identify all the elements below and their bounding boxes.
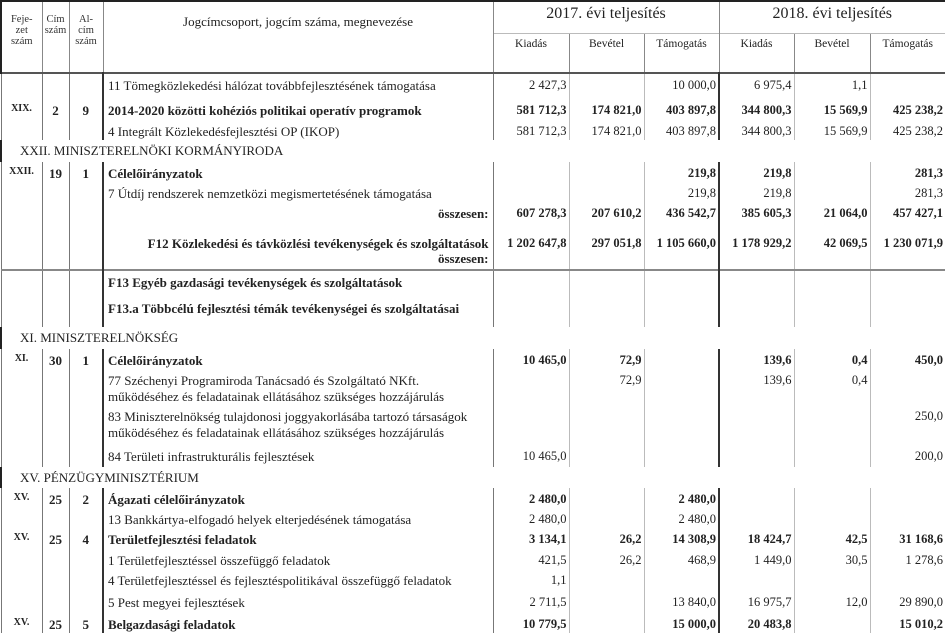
value-cell xyxy=(870,369,945,405)
row-label xyxy=(103,591,493,613)
value-cell: 10 465,0 xyxy=(493,445,569,467)
table-row xyxy=(1,508,945,528)
cim-cell xyxy=(42,232,69,270)
value-cell: 21 064,0 xyxy=(794,202,870,232)
fejezet-cell xyxy=(1,270,42,297)
header-col-bevetel-2018: Bevétel xyxy=(794,34,870,74)
alcim-cell: 2 xyxy=(69,488,103,508)
value-cell xyxy=(493,405,569,445)
cim-cell: 2 xyxy=(42,99,69,120)
table-row xyxy=(1,162,945,182)
cim-cell xyxy=(42,508,69,528)
value-cell: 15 010,2 xyxy=(870,613,945,633)
value-cell xyxy=(569,270,644,297)
alcim-cell xyxy=(69,369,103,405)
value-cell xyxy=(870,569,945,591)
value-cell: 344 800,3 xyxy=(719,120,794,140)
row-label xyxy=(103,488,493,508)
table-row xyxy=(1,613,945,633)
value-cell xyxy=(719,405,794,445)
value-cell: 1 278,6 xyxy=(870,549,945,569)
value-cell xyxy=(644,270,719,297)
value-cell: 10 465,0 xyxy=(493,349,569,369)
table-row xyxy=(1,528,945,549)
value-cell xyxy=(493,297,569,327)
value-cell: 403 897,8 xyxy=(644,99,719,120)
header-fejezet: Feje- zet szám xyxy=(1,1,42,73)
value-cell xyxy=(569,591,644,613)
alcim-cell xyxy=(69,297,103,327)
value-cell xyxy=(569,613,644,633)
fejezet-cell: XV. xyxy=(1,528,42,549)
fejezet-cell: XI. xyxy=(1,349,42,369)
cim-cell: 25 xyxy=(42,613,69,633)
value-cell: 1,1 xyxy=(794,73,870,99)
value-cell: 1 178 929,2 xyxy=(719,232,794,270)
value-cell: 13 840,0 xyxy=(644,591,719,613)
row-label-text: Célelőirányzatok xyxy=(108,353,203,368)
total-label: F12 Közlekedési és távközlési tevékenységek és szolgáltatások xyxy=(147,236,489,251)
fejezet-cell: XV. xyxy=(1,488,42,508)
value-cell xyxy=(794,445,870,467)
table-row xyxy=(1,73,945,99)
cim-cell xyxy=(42,270,69,297)
row-label xyxy=(103,182,493,202)
value-cell xyxy=(719,488,794,508)
cim-cell: 30 xyxy=(42,349,69,369)
total-row xyxy=(1,202,945,232)
cim-cell xyxy=(42,182,69,202)
value-cell: 1 230 071,9 xyxy=(870,232,945,270)
fejezet-cell xyxy=(1,405,42,445)
row-label-text: 83 Miniszterelnökség tulajdonosi joggyakorlásába tartozó társaságok xyxy=(108,409,468,424)
alcim-cell xyxy=(69,182,103,202)
value-cell: 6 975,4 xyxy=(719,73,794,99)
value-cell: 31 168,6 xyxy=(870,528,945,549)
row-label-text: Belgazdasági feladatok xyxy=(108,617,236,632)
row-label xyxy=(103,120,493,140)
alcim-cell xyxy=(69,270,103,297)
row-label-text: 11 Tömegközlekedési hálózat továbbfejlesztésének támogatása xyxy=(108,78,436,93)
value-cell xyxy=(644,569,719,591)
cim-cell xyxy=(42,73,69,99)
value-cell: 468,9 xyxy=(644,549,719,569)
cim-cell xyxy=(42,405,69,445)
table-row xyxy=(1,120,945,140)
table-row xyxy=(1,369,945,405)
row-label-text-cont: működéséhez és feladatainak ellátásához szükséges hozzájárulás xyxy=(108,425,445,440)
value-cell: 15 000,0 xyxy=(644,613,719,633)
header-col-tamogatas-2018: Támogatás xyxy=(870,34,945,74)
value-cell: 457 427,1 xyxy=(870,202,945,232)
fejezet-cell xyxy=(1,73,42,99)
value-cell: 385 605,3 xyxy=(719,202,794,232)
table-row xyxy=(1,270,945,297)
row-label xyxy=(103,369,493,405)
value-cell xyxy=(719,445,794,467)
table-row xyxy=(1,349,945,369)
value-cell xyxy=(569,508,644,528)
value-cell xyxy=(794,162,870,182)
value-cell xyxy=(794,613,870,633)
row-label xyxy=(103,297,493,327)
value-cell xyxy=(569,162,644,182)
fejezet-cell: XV. xyxy=(1,613,42,633)
value-cell xyxy=(719,297,794,327)
alcim-cell xyxy=(69,120,103,140)
row-label xyxy=(103,549,493,569)
value-cell: 281,3 xyxy=(870,182,945,202)
cim-cell xyxy=(42,569,69,591)
row-label-text: 4 Integrált Közlekedésfejlesztési OP (IKOP) xyxy=(108,124,340,139)
section-row xyxy=(1,327,945,349)
alcim-cell: 4 xyxy=(69,528,103,549)
cim-cell xyxy=(42,202,69,232)
value-cell: 139,6 xyxy=(719,369,794,405)
row-label-text: F13 Egyéb gazdasági tevékenységek és szolgáltatások xyxy=(108,275,403,290)
fejezet-cell xyxy=(1,508,42,528)
cim-cell xyxy=(42,120,69,140)
total-row xyxy=(1,232,945,270)
value-cell: 581 712,3 xyxy=(493,99,569,120)
value-cell: 20 483,8 xyxy=(719,613,794,633)
fejezet-cell xyxy=(1,232,42,270)
value-cell: 15 569,9 xyxy=(794,99,870,120)
fejezet-cell xyxy=(1,297,42,327)
cim-cell xyxy=(42,297,69,327)
value-cell: 2 480,0 xyxy=(493,508,569,528)
row-label-text: 84 Területi infrastrukturális fejlesztések xyxy=(108,449,315,464)
value-cell xyxy=(719,508,794,528)
table-row xyxy=(1,591,945,613)
alcim-cell xyxy=(69,508,103,528)
fejezet-cell xyxy=(1,120,42,140)
value-cell: 72,9 xyxy=(569,369,644,405)
alcim-cell xyxy=(69,405,103,445)
value-cell: 1 449,0 xyxy=(719,549,794,569)
fejezet-cell: XIX. xyxy=(1,99,42,120)
value-cell xyxy=(569,569,644,591)
row-label xyxy=(103,528,493,549)
value-cell: 2 427,3 xyxy=(493,73,569,99)
value-cell: 30,5 xyxy=(794,549,870,569)
fejezet-cell xyxy=(1,569,42,591)
value-cell: 14 308,9 xyxy=(644,528,719,549)
row-label-text: Célelőirányzatok xyxy=(108,166,203,181)
alcim-cell: 1 xyxy=(69,349,103,369)
fejezet-cell xyxy=(1,549,42,569)
table-row xyxy=(1,297,945,327)
header-col-tamogatas-2017: Támogatás xyxy=(644,34,719,74)
alcim-cell xyxy=(69,549,103,569)
value-cell: 421,5 xyxy=(493,549,569,569)
value-cell xyxy=(794,488,870,508)
value-cell: 15 569,9 xyxy=(794,120,870,140)
value-cell xyxy=(794,508,870,528)
value-cell xyxy=(569,73,644,99)
cim-cell: 19 xyxy=(42,162,69,182)
value-cell xyxy=(870,73,945,99)
value-cell xyxy=(569,445,644,467)
header-col-kiadas-2018: Kiadás xyxy=(719,34,794,74)
value-cell xyxy=(569,405,644,445)
value-cell xyxy=(719,569,794,591)
value-cell: 0,4 xyxy=(794,349,870,369)
value-cell: 29 890,0 xyxy=(870,591,945,613)
value-cell xyxy=(644,445,719,467)
value-cell: 607 278,3 xyxy=(493,202,569,232)
table-row xyxy=(1,405,945,445)
value-cell: 297 051,8 xyxy=(569,232,644,270)
value-cell xyxy=(493,270,569,297)
value-cell: 42,5 xyxy=(794,528,870,549)
value-cell: 26,2 xyxy=(569,528,644,549)
cim-cell: 25 xyxy=(42,528,69,549)
value-cell xyxy=(644,349,719,369)
row-label-text: 7 Útdíj rendszerek nemzetközi megismertetésének támogatása xyxy=(108,186,432,201)
section-title: XV. PÉNZÜGYMINISZTÉRIUM xyxy=(1,467,945,488)
value-cell xyxy=(569,488,644,508)
total-label: összesen: xyxy=(437,206,489,221)
fejezet-cell: XXII. xyxy=(1,162,42,182)
value-cell: 139,6 xyxy=(719,349,794,369)
row-label-text: F13.a Többcélú fejlesztési témák tevékenységei és szolgáltatásai xyxy=(108,301,460,316)
value-cell: 16 975,7 xyxy=(719,591,794,613)
value-cell: 12,0 xyxy=(794,591,870,613)
alcim-cell xyxy=(69,591,103,613)
value-cell: 250,0 xyxy=(870,405,945,445)
fejezet-cell xyxy=(1,591,42,613)
row-label-text: 5 Pest megyei fejlesztések xyxy=(108,595,245,610)
fejezet-cell xyxy=(1,202,42,232)
value-cell: 450,0 xyxy=(870,349,945,369)
table-row xyxy=(1,445,945,467)
cim-cell xyxy=(42,549,69,569)
row-label xyxy=(103,162,493,182)
value-cell: 18 424,7 xyxy=(719,528,794,549)
value-cell: 281,3 xyxy=(870,162,945,182)
value-cell xyxy=(870,297,945,327)
value-cell xyxy=(794,270,870,297)
row-label-text: 13 Bankkártya-elfogadó helyek elterjedésének támogatása xyxy=(108,512,412,527)
value-cell: 1 202 647,8 xyxy=(493,232,569,270)
value-cell: 42 069,5 xyxy=(794,232,870,270)
row-label xyxy=(103,73,493,99)
header-year-2017: 2017. évi teljesítés xyxy=(493,1,719,34)
value-cell: 72,9 xyxy=(569,349,644,369)
value-cell xyxy=(870,488,945,508)
value-cell: 2 480,0 xyxy=(493,488,569,508)
value-cell: 219,8 xyxy=(719,162,794,182)
value-cell xyxy=(644,405,719,445)
value-cell xyxy=(569,297,644,327)
value-cell: 10 779,5 xyxy=(493,613,569,633)
row-label-text-cont: működéséhez és feladatainak ellátásához szükséges hozzájárulás xyxy=(108,389,445,404)
row-label xyxy=(103,232,493,270)
header-jogcim: Jogcímcsoport, jogcím száma, megnevezése xyxy=(103,1,493,73)
alcim-cell: 9 xyxy=(69,99,103,120)
alcim-cell: 5 xyxy=(69,613,103,633)
row-label xyxy=(103,349,493,369)
section-row xyxy=(1,467,945,488)
value-cell: 1 105 660,0 xyxy=(644,232,719,270)
alcim-cell xyxy=(69,232,103,270)
row-label xyxy=(103,270,493,297)
row-label xyxy=(103,202,493,232)
table-row xyxy=(1,549,945,569)
value-cell xyxy=(794,182,870,202)
cim-cell xyxy=(42,591,69,613)
header-alcim: Al- cím szám xyxy=(69,1,103,73)
value-cell xyxy=(794,297,870,327)
value-cell xyxy=(870,508,945,528)
value-cell: 2 480,0 xyxy=(644,508,719,528)
fejezet-cell xyxy=(1,369,42,405)
value-cell: 436 542,7 xyxy=(644,202,719,232)
fejezet-cell xyxy=(1,445,42,467)
value-cell: 0,4 xyxy=(794,369,870,405)
value-cell xyxy=(569,182,644,202)
header-year-2018: 2018. évi teljesítés xyxy=(719,1,945,34)
header-col-kiadas-2017: Kiadás xyxy=(493,34,569,74)
total-label-suffix: összesen: xyxy=(437,251,489,266)
row-label xyxy=(103,613,493,633)
alcim-cell xyxy=(69,73,103,99)
row-label-text: 1 Területfejlesztéssel összefüggő feladatok xyxy=(108,553,331,568)
row-label xyxy=(103,405,493,445)
value-cell: 425 238,2 xyxy=(870,99,945,120)
row-label-text: 2014-2020 közötti kohéziós politikai operatív programok xyxy=(108,103,422,118)
row-label xyxy=(103,508,493,528)
value-cell: 425 238,2 xyxy=(870,120,945,140)
table-body xyxy=(1,73,945,633)
row-label xyxy=(103,99,493,120)
value-cell: 219,8 xyxy=(719,182,794,202)
alcim-cell xyxy=(69,569,103,591)
value-cell: 2 711,5 xyxy=(493,591,569,613)
table-row xyxy=(1,488,945,508)
value-cell xyxy=(719,270,794,297)
section-title: XXII. MINISZTERELNÖKI KORMÁNYIRODA xyxy=(1,140,945,162)
value-cell: 174 821,0 xyxy=(569,99,644,120)
value-cell xyxy=(493,182,569,202)
value-cell: 174 821,0 xyxy=(569,120,644,140)
value-cell: 26,2 xyxy=(569,549,644,569)
value-cell: 344 800,3 xyxy=(719,99,794,120)
row-label-text: Ágazati célelőirányzatok xyxy=(108,492,245,507)
cim-cell: 25 xyxy=(42,488,69,508)
value-cell: 10 000,0 xyxy=(644,73,719,99)
value-cell: 207 610,2 xyxy=(569,202,644,232)
value-cell: 581 712,3 xyxy=(493,120,569,140)
table-row xyxy=(1,182,945,202)
value-cell xyxy=(644,369,719,405)
row-label xyxy=(103,569,493,591)
value-cell: 3 134,1 xyxy=(493,528,569,549)
alcim-cell xyxy=(69,202,103,232)
cim-cell xyxy=(42,369,69,405)
header-col-bevetel-2017: Bevétel xyxy=(569,34,644,74)
row-label-text: Területfejlesztési feladatok xyxy=(108,532,257,547)
table-header xyxy=(1,1,945,73)
table-row xyxy=(1,99,945,120)
alcim-cell: 1 xyxy=(69,162,103,182)
table-row xyxy=(1,569,945,591)
value-cell xyxy=(493,369,569,405)
value-cell: 403 897,8 xyxy=(644,120,719,140)
value-cell xyxy=(870,270,945,297)
value-cell: 219,8 xyxy=(644,182,719,202)
row-label-text: 77 Széchenyi Programiroda Tanácsadó és Szolgáltató NKft. xyxy=(108,373,420,388)
value-cell xyxy=(794,569,870,591)
row-label xyxy=(103,445,493,467)
row-label-text: 4 Területfejlesztéssel és fejlesztéspolitikával összefüggő feladatok xyxy=(108,573,452,588)
alcim-cell xyxy=(69,445,103,467)
fejezet-cell xyxy=(1,182,42,202)
value-cell xyxy=(493,162,569,182)
value-cell xyxy=(644,297,719,327)
header-cim: Cím szám xyxy=(42,1,69,73)
section-title: XI. MINISZTERELNÖKSÉG xyxy=(1,327,945,349)
value-cell: 219,8 xyxy=(644,162,719,182)
value-cell xyxy=(794,405,870,445)
cim-cell xyxy=(42,445,69,467)
section-row xyxy=(1,140,945,162)
value-cell: 2 480,0 xyxy=(644,488,719,508)
value-cell: 200,0 xyxy=(870,445,945,467)
value-cell: 1,1 xyxy=(493,569,569,591)
